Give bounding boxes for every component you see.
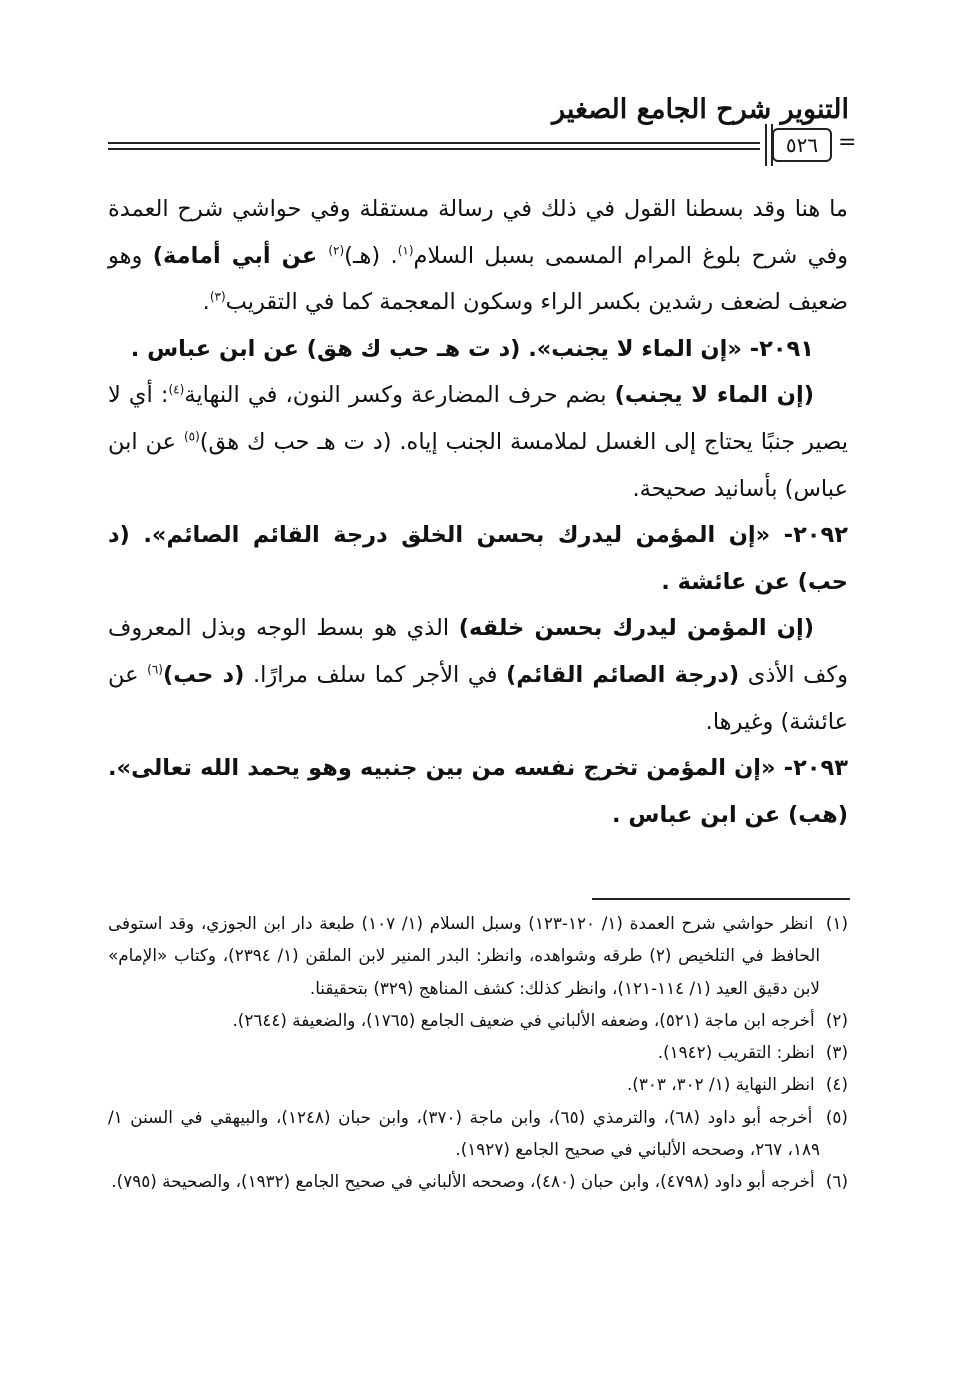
page-number: ٥٢٦: [772, 128, 832, 162]
footnote-6: (٦) أخرجه أبو داود (٤٧٩٨)، وابن حبان (٤٨٠)، وصححه الألباني في صحيح الجامع (١٩٣٢)، والصحيحة (٧٩٥).: [111, 1171, 848, 1192]
edge-mark: =: [838, 130, 857, 155]
footnote-3: (٣) انظر: التقريب (١٩٤٢).: [657, 1042, 848, 1063]
footnotes: [108, 907, 848, 1198]
footnote-ref-4[interactable]: (٤): [168, 382, 185, 397]
footnote-ref-6[interactable]: (٦): [147, 662, 163, 677]
footnote-4: (٤) انظر النهاية (١/ ٣٠٢، ٣٠٣).: [626, 1074, 848, 1095]
footnote-ref-5[interactable]: (٥): [183, 429, 200, 444]
footnote-separator: [592, 898, 850, 900]
hadith-2091: ٢٠٩١- «إن الماء لا يجنب». (د ت هـ حب ك هق) عن ابن عباس .: [130, 335, 814, 362]
header-rule-top: [108, 142, 760, 144]
footnote-ref-1[interactable]: (١): [397, 243, 414, 258]
footnote-1: (١) انظر حواشي شرح العمدة (١/ ١٢٠-١٢٣) وسبل السلام (١/ ١٠٧) طبعة دار ابن الجوزي، وقد استوفى الحافظ في التلخيص (٢) طرقه وشواهده، وانظر: البدر المنير لابن الملقن (١/ ٢٣٩٤)، وكتاب «الإمام» لابن دقيق العيد (١/ ١١٤-١٢١)، وانظر كذلك: كشف المناهج (٣٢٩) بتحقيقنا.: [108, 913, 848, 998]
footnote-5: (٥) أخرجه أبو داود (٦٨)، والترمذي (٦٥)، وابن ماجة (٣٧٠)، وابن حبان (١٢٤٨)، والبيهقي في السنن ١/ ١٨٩، ٢٦٧، وصححه الألباني في صحيح الجامع (١٩٢٧).: [108, 1106, 848, 1160]
header-rule-bottom: [108, 148, 760, 150]
main-text: [108, 186, 848, 838]
paragraph-2: (إن الماء لا يجنب) بضم حرف المضارعة وكسر النون، في النهاية$^{(٤)}$: أي لا يصير جنبًا يحتاج إلى الغسل لملامسة الجنب إياه. (د ت هـ حب ك هق)$^{(٥)}$ عن ابن عباس) بأسانيد صحيحة.: [108, 382, 848, 502]
hadith-2093: ٢٠٩٣- «إن المؤمن تخرج نفسه من بين جنبيه وهو يحمد الله تعالى». (هب) عن ابن عباس .: [108, 755, 848, 828]
footnote-ref-3[interactable]: (٣): [209, 289, 226, 304]
footnote-ref-2[interactable]: (٢): [328, 243, 345, 258]
hadith-2092: ٢٠٩٢- «إن المؤمن ليدرك بحسن الخلق درجة القائم الصائم». (د حب) عن عائشة .: [108, 522, 848, 595]
footnote-2: (٢) أخرجه ابن ماجة (٥٢١)، وضعفه الألباني في ضعيف الجامع (١٧٦٥)، والضعيفة (٢٦٤٤).: [232, 1009, 848, 1030]
paragraph-3: (إن المؤمن ليدرك بحسن خلقه) الذي هو بسط الوجه وبذل المعروف وكف الأذى (درجة الصائم القائم) في الأجر كما سلف مرارًا. (د حب)$^{(٦)}$ عن عائشة) وغيرها.: [108, 615, 848, 735]
paragraph-1: ما هنا وقد بسطنا القول في ذلك في رسالة مستقلة وفي حواشي شرح العمدة وفي شرح بلوغ المرام المسمى بسبل السلام$^{(١)}$. (هـ)$^{(٢)}$ عن أبي أمامة) وهو ضعيف لضعف رشدين بكسر الراء وسكون المعجمة كما في التقريب$^{(٣)}$.: [108, 196, 848, 316]
running-title: التنوير شرح الجامع الصغير: [552, 94, 849, 125]
